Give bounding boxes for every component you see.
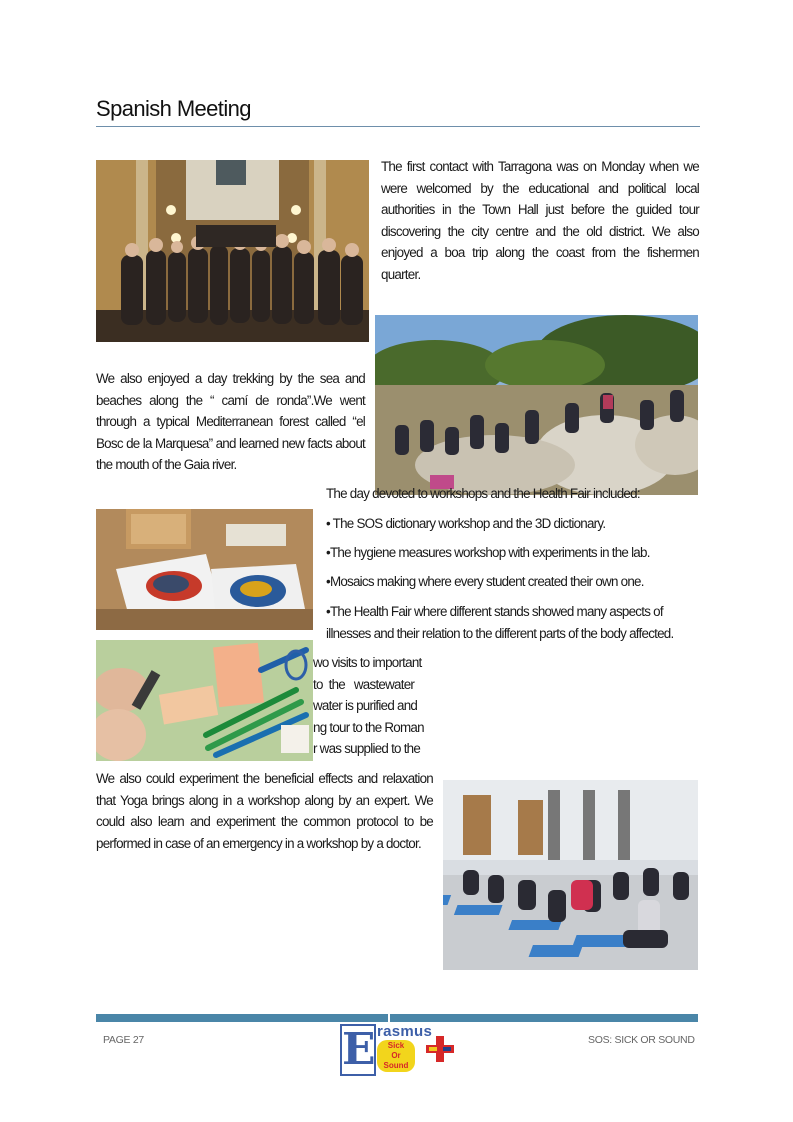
paragraph-yoga: We also could experiment the beneficial effects and relaxation that Yoga brings along in a workshop along by an expert. We could also learn and experiment the common protocol to be performed in case of an emergency in a workshop by a doctor. (96, 771, 433, 851)
title-underline (96, 126, 700, 127)
paragraph-first-contact: The first contact with Tarragona was on Monday when we were welcomed by the educational and political local authorities in the Town Hall just before the guided tour discovering the city centre and the old district. We also enjoyed a boa trip along the coast from the fishermen quarter. (381, 159, 699, 282)
text-line: water is purified and (313, 698, 418, 713)
badge-word: Sound (383, 1061, 409, 1070)
list-item: •The Health Fair where different stands showed many aspects of (326, 604, 663, 619)
list-item: illnesses and their relation to the different parts of the body affected. (326, 626, 674, 641)
photo-trekking-rocks (375, 315, 698, 495)
project-name: SOS: SICK OR SOUND (588, 1034, 695, 1046)
text-line: r was supplied to the (313, 741, 421, 756)
badge-word: Sick (387, 1041, 405, 1050)
text-line: ng tour to the Roman (313, 719, 424, 735)
workshop-list (326, 516, 706, 656)
photo-dictionary-craft (96, 640, 313, 761)
erasmus-logo-word: rasmus (377, 1023, 433, 1040)
list-item: • The SOS dictionary workshop and the 3D dictionary. (326, 516, 606, 531)
cross-flag-icon (426, 1036, 454, 1062)
list-item: •Mosaics making where every student created their own one. (326, 574, 644, 589)
workshops-intro: The day devoted to workshops and the Health Fair included: (326, 486, 640, 501)
photo-yoga-gym (443, 780, 698, 970)
footer-bar-left (96, 1014, 388, 1022)
list-item: •The hygiene measures workshop with experiments in the lab. (326, 545, 650, 560)
page-number: PAGE 27 (103, 1034, 144, 1046)
text-line: wo visits to important (313, 655, 422, 670)
badge-word: Or (391, 1051, 401, 1060)
photo-mosaics (96, 509, 313, 630)
paragraph-trekking: We also enjoyed a day trekking by the sea and beaches along the “ camí de ronda”.We went through a typical Mediterranean forest called “el Bosc de la Marquesa” and learned new facts about the mouth of the Gaia river. (96, 371, 365, 472)
erasmus-logo-letter: E (342, 1024, 376, 1075)
text-line: to the wastewater (313, 676, 415, 692)
footer-bar-right (390, 1014, 698, 1022)
erasmus-logo (340, 1022, 460, 1077)
sick-or-sound-badge (377, 1040, 415, 1072)
photo-town-hall-group (96, 160, 369, 342)
page-title: Spanish Meeting (96, 96, 251, 121)
